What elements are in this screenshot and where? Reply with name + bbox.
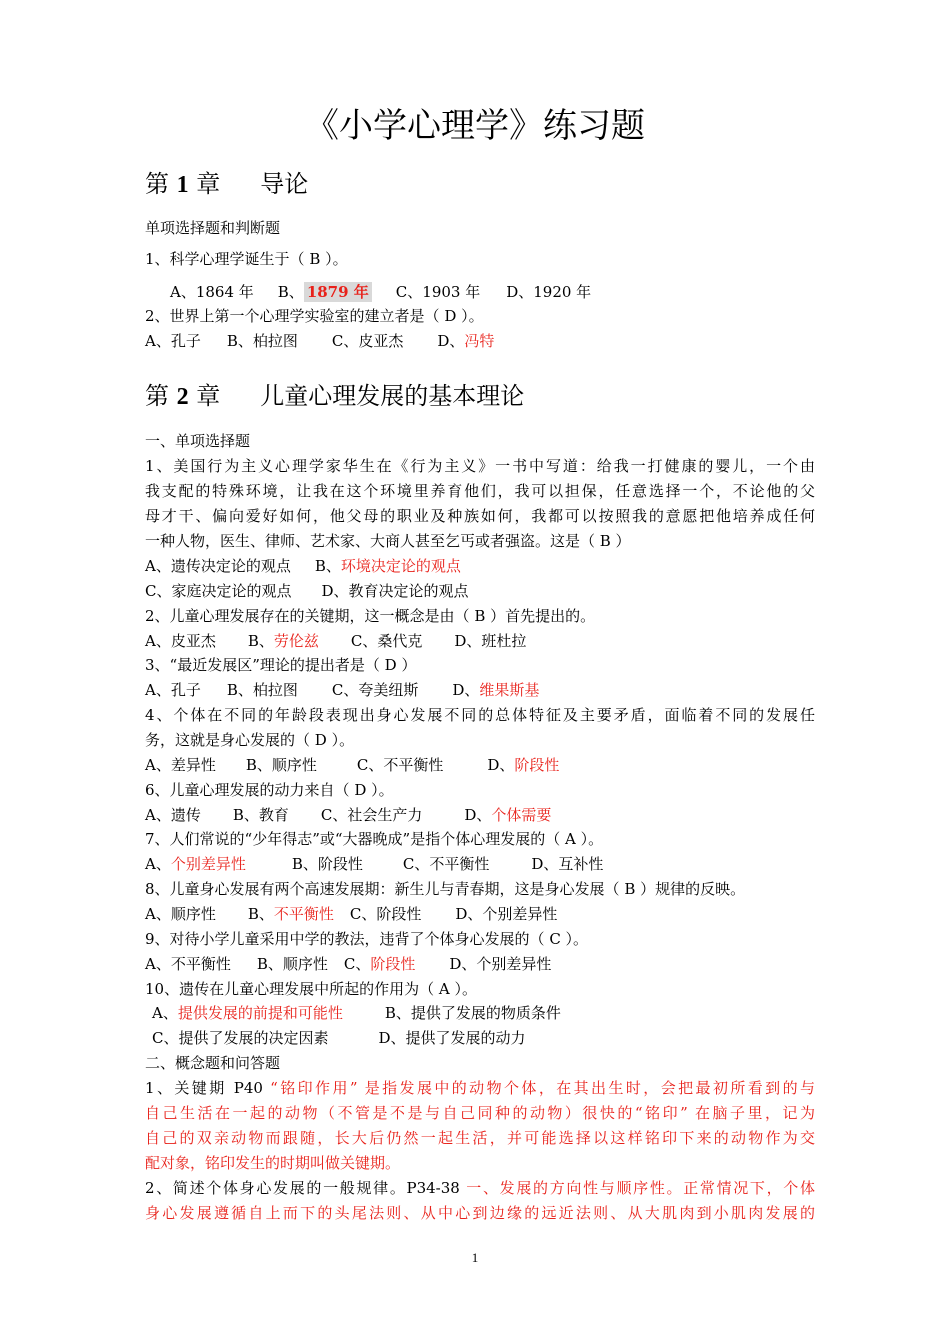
- chapter-suffix: 章: [196, 170, 221, 198]
- question-options: [152, 1002, 822, 1024]
- option-d: D、个别差异性: [455, 905, 558, 923]
- option-a-prefix: A、: [152, 1004, 178, 1022]
- option-b: B、教育: [232, 806, 289, 824]
- question-options: [145, 804, 815, 826]
- question-options: [145, 580, 815, 602]
- page-number: 1: [471, 1250, 479, 1265]
- option-c-prefix: C、: [343, 955, 371, 973]
- answer-paragraph-line: 身心发展遵循自上而下的头尾法则、从中心到边缘的远近法则、从大肌肉到小肌肉发展的: [145, 1204, 815, 1222]
- chapter-suffix: 章: [196, 382, 221, 410]
- question-options: [145, 630, 815, 652]
- question-options: [145, 330, 815, 352]
- option-d-prefix: D、: [452, 681, 480, 699]
- question-text: 7、人们常说的“少年得志”或“大器晚成”是指个体心理发展的（ A ）。: [145, 830, 604, 848]
- option-c: C、提供了发展的决定因素: [152, 1029, 329, 1047]
- question-text: 10、遗传在儿童心理发展中所起的作用为（ A ）。: [145, 980, 477, 998]
- question-text: 母才干、偏向爱好如何，他父母的职业及种族如何，我都可以按照我的意愿把他培养成任何: [145, 507, 815, 525]
- option-a-prefix: A、: [145, 855, 171, 873]
- question-options: [145, 953, 815, 975]
- chapter-number: 1: [176, 172, 189, 198]
- option-b-answer: 劳伦兹: [273, 632, 319, 650]
- option-c: C、桑代克: [350, 632, 423, 650]
- option-d-answer: 阶段性: [514, 756, 560, 774]
- option-c: C、皮亚杰: [331, 332, 404, 350]
- option-a: A、遗传决定论的观点: [145, 557, 291, 575]
- concept-answer: “铭印作用” 是指发展中的动物个体，在其出生时，会把最初所看到的与: [270, 1079, 815, 1097]
- chapter-prefix: 第: [145, 382, 169, 410]
- option-d-answer: 个体需要: [491, 806, 552, 824]
- option-a-answer: 提供发展的前提和可能性: [177, 1004, 343, 1022]
- option-b-prefix: B、: [247, 632, 274, 650]
- option-b: B、顺序性: [245, 756, 317, 774]
- question-text: 9、对待小学儿童采用中学的教法，违背了个体身心发展的（ C ）。: [145, 930, 589, 948]
- answer-paragraph-line: [145, 1177, 815, 1199]
- question-text: 1、美国行为主义心理学家华生在《行为主义》一书中写道：给我一打健康的婴儿，一个由: [145, 457, 815, 475]
- option-d-prefix: D、: [464, 806, 492, 824]
- question-label: 2、简述个体身心发展的一般规律。P34-38: [145, 1179, 467, 1197]
- option-c: C、1903 年: [395, 283, 481, 301]
- question-options: [145, 853, 815, 875]
- option-d: D、互补性: [531, 855, 604, 873]
- option-b-prefix: B、: [314, 557, 341, 575]
- option-d: D、教育决定论的观点: [321, 582, 469, 600]
- concept-label: 1、关键期 P40: [145, 1079, 271, 1097]
- chapter-2-heading: [145, 380, 524, 413]
- option-d: D、提供了发展的动力: [378, 1029, 526, 1047]
- option-b-answer: 1879 年: [304, 282, 372, 302]
- question-text: 4、个体在不同的年龄段表现出身心发展不同的总体特征及主要矛盾，面临着不同的发展任: [145, 706, 815, 724]
- option-a: A、孔子: [145, 332, 201, 350]
- question-text: 1、科学心理学诞生于（ B ）。: [145, 250, 348, 268]
- option-c: C、夸美纽斯: [331, 681, 419, 699]
- question-options: [152, 1027, 822, 1049]
- question-text: 8、儿童身心发展有两个高速发展期：新生儿与青春期，这是身心发展（ B ）规律的反映。: [145, 880, 746, 898]
- answer-paragraph-line: 自己生活在一起的动物（不管是不是与自己同种的动物）很快的“铭印” 在脑子里，记为: [145, 1104, 815, 1122]
- question-options: [170, 281, 840, 303]
- question-text: 3、“最近发展区”理论的提出者是（ D ）: [145, 656, 417, 674]
- option-b-answer: 环境决定论的观点: [340, 557, 461, 575]
- chapter-name: 导论: [260, 170, 309, 198]
- question-options: [145, 903, 815, 925]
- option-c: C、社会生产力: [320, 806, 423, 824]
- option-d: D、班杜拉: [454, 632, 527, 650]
- option-b: B、顺序性: [256, 955, 328, 973]
- chapter-prefix: 第: [145, 170, 169, 198]
- answer-paragraph-line: [145, 1077, 815, 1099]
- question-text: 6、儿童心理发展的动力来自（ D ）。: [145, 781, 394, 799]
- option-b: B、柏拉图: [226, 681, 298, 699]
- option-b-prefix: B、: [277, 283, 304, 301]
- chapter-number: 2: [176, 384, 189, 410]
- question-options: [145, 555, 815, 577]
- option-a-answer: 个别差异性: [170, 855, 246, 873]
- answer-paragraph-line: 配对象，铭印发生的时期叫做关键期。: [145, 1154, 401, 1172]
- option-d: D、个别差异性: [449, 955, 552, 973]
- question-text: 2、世界上第一个心理学实验室的建立者是（ D ）。: [145, 307, 484, 325]
- question-text: 我支配的特殊环境，让我在这个环境里养育他们，我可以担保，任意选择一个，不论他的父: [145, 482, 815, 500]
- option-d-answer: 维果斯基: [479, 681, 540, 699]
- option-b-answer: 不平衡性: [273, 905, 334, 923]
- option-b: B、柏拉图: [226, 332, 298, 350]
- option-c: C、阶段性: [349, 905, 422, 923]
- document-title: 《小学心理学》练习题: [305, 106, 645, 146]
- option-c: C、家庭决定论的观点: [145, 582, 292, 600]
- option-c-answer: 阶段性: [370, 955, 416, 973]
- option-a: A、顺序性: [145, 905, 216, 923]
- option-a: A、遗传: [145, 806, 201, 824]
- option-a: A、孔子: [145, 681, 201, 699]
- option-d-prefix: D、: [437, 332, 465, 350]
- option-c: C、不平衡性: [402, 855, 490, 873]
- section-heading: 二、概念题和问答题: [145, 1054, 281, 1072]
- option-b: B、阶段性: [291, 855, 363, 873]
- question-options: [145, 754, 815, 776]
- option-d-answer: 冯特: [464, 332, 495, 350]
- question-answer: 一、发展的方向性与顺序性。正常情况下，个体: [466, 1179, 815, 1197]
- chapter-1-heading: [145, 168, 308, 201]
- answer-paragraph-line: 自己的双亲动物而跟随，长大后仍然一起生活，并可能选择以这样铭印下来的动物作为交: [145, 1129, 815, 1147]
- option-a: A、不平衡性: [145, 955, 231, 973]
- option-d-prefix: D、: [487, 756, 515, 774]
- question-text: 务，这就是身心发展的（ D ）。: [145, 731, 355, 749]
- option-d: D、1920 年: [506, 283, 592, 301]
- question-text: 一种人物，医生、律师、艺术家、大商人甚至乞丐或者强盗。这是（ B ）: [145, 532, 631, 550]
- question-text: 2、儿童心理发展存在的关键期，这一概念是由（ B ）首先提出的。: [145, 607, 596, 625]
- option-c: C、不平衡性: [356, 756, 444, 774]
- section-heading: 单项选择题和判断题: [145, 219, 281, 237]
- option-b-prefix: B、: [247, 905, 274, 923]
- option-a: A、皮亚杰: [145, 632, 216, 650]
- option-a: A、差异性: [145, 756, 216, 774]
- chapter-name: 儿童心理发展的基本理论: [260, 382, 525, 410]
- section-heading: 一、单项选择题: [145, 432, 251, 450]
- question-options: [145, 679, 815, 701]
- option-a: A、1864 年: [170, 283, 254, 301]
- option-b: B、提供了发展的物质条件: [384, 1004, 561, 1022]
